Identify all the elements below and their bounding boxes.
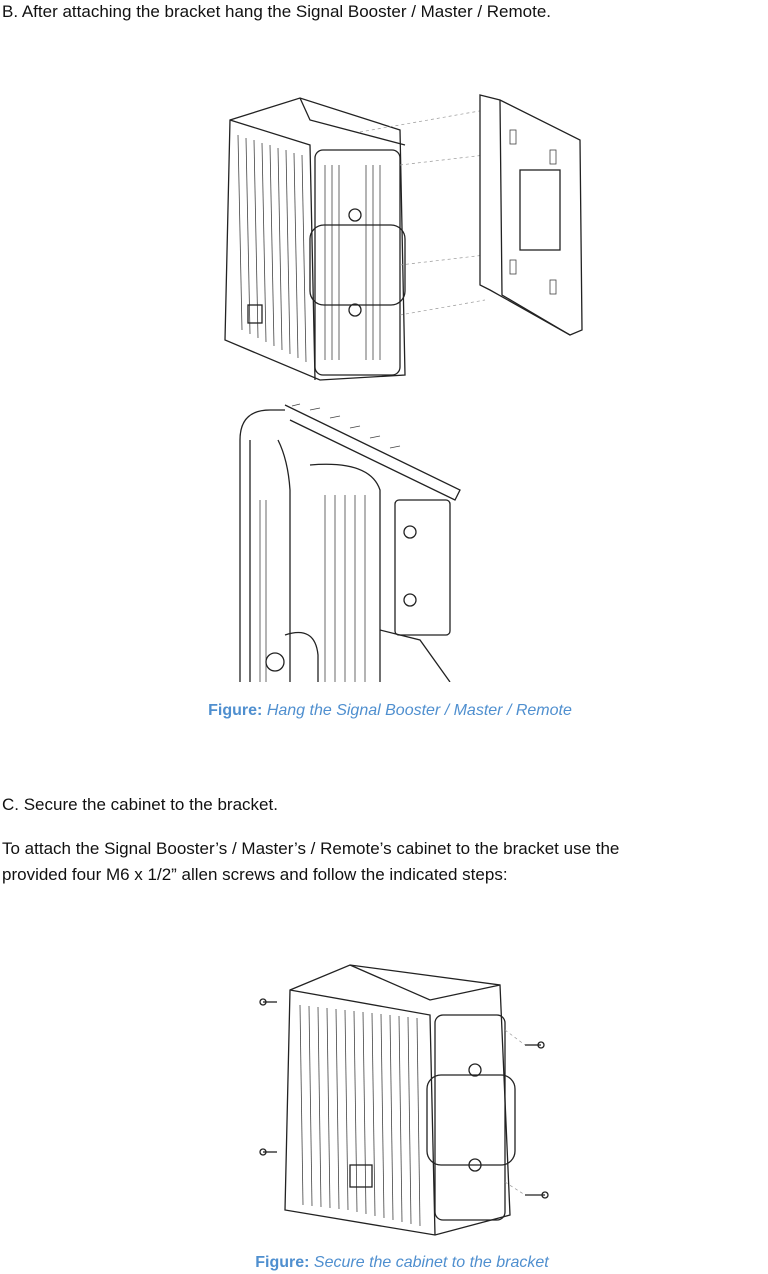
figure-2-caption [18, 1254, 768, 1272]
figure-1-caption [6, 702, 768, 720]
figure-1-label: Figure: [208, 702, 263, 719]
cabinet-hook-detail-illustration [230, 400, 475, 682]
step-c-line-2: provided four M6 x 1/2” allen screws and follow the indicated steps: [2, 865, 508, 884]
cabinet-screws-illustration [255, 960, 555, 1240]
figure-2-label: Figure: [255, 1254, 310, 1271]
step-c-heading: C. Secure the cabinet to the bracket. [2, 795, 278, 814]
cabinet-bracket-exploded-illustration [210, 90, 590, 390]
figure-2-caption-text: Secure the cabinet to the bracket [313, 1254, 549, 1271]
figure-1-caption-text: Hang the Signal Booster / Master / Remote [266, 702, 572, 719]
step-b-text: B. After attaching the bracket hang the Signal Booster / Master / Remote. [2, 2, 552, 21]
step-c-line-1: To attach the Signal Booster’s / Master’s / Remote’s cabinet to the bracket use the [2, 839, 620, 858]
